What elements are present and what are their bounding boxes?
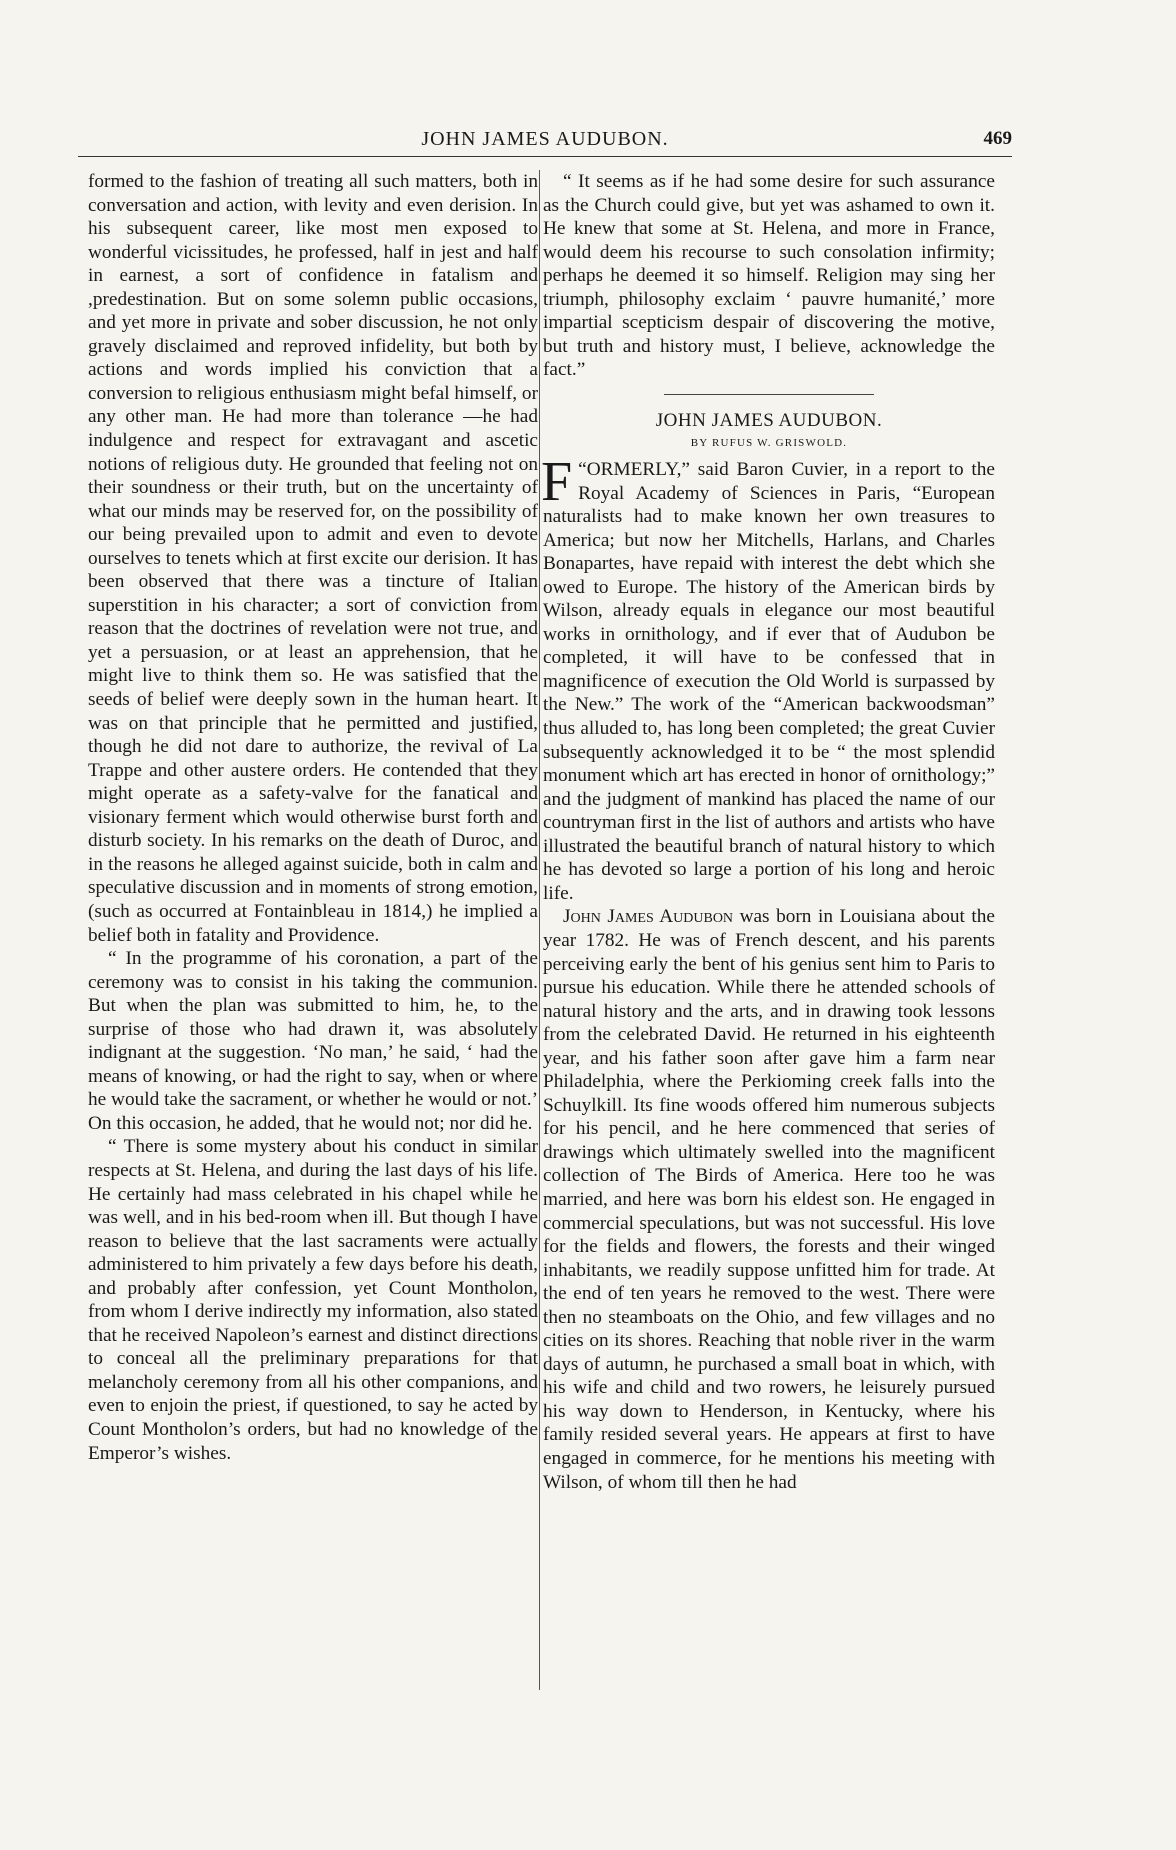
- left-paragraph-3: “ There is some mystery about his conduct in similar respects at St. Helena, and during the last days of his life. He certainly had mass celebrated in his chapel while he was well, and in his bed-room when ill. But though I have reason to believe that the last sacraments were actually administered to him privately a few days before his death, and probably after confession, yet Count Montholon, from whom I derive indirectly my information, also stated that he received Napoleon’s earnest and distinct directions to conceal all the preliminary preparations for that melancholy ceremony from all his other companions, and even to enjoin the priest, if questioned, to say he acted by Count Montholon’s orders, but had no knowledge of the Emperor’s wishes.: [88, 1136, 538, 1464]
- column-divider: [539, 170, 540, 1690]
- opening-paragraph-text: ORMERLY,” said Baron Cuvier, in a report to the Royal Academy of Sciences in Paris, “European naturalists had to make known her own treasures to America; but now her Mitchells, Harlans, and Charles Bonapartes, have repaid with interest the debt which she owed to Europe. The history of the American birds by Wilson, already equals in elegance our most beautiful works in ornithology, and if ever that of Audubon be completed, it will have to be confessed that in magnificence of execution the Old World is surpassed by the New.” The work of the “American backwoodsman” thus alluded to, has long been completed; the great Cuvier subsequently acknowledged it to be “ the most splendid monument which art has erected in honor of ornithology;” and the judgment of mankind has placed the name of our countryman first in the list of authors and artists who have illustrated the beautiful branch of natural history to which he has devoted so large a portion of his long and heroic life.: [543, 459, 995, 904]
- article-title: JOHN JAMES AUDUBON.: [655, 409, 883, 431]
- opening-quote-mark: “: [578, 459, 587, 481]
- left-column: [88, 170, 538, 1465]
- article-byline: BY RUFUS W. GRISWOLD.: [690, 437, 848, 450]
- right-quote-paragraph: “ It seems as if he had some desire for such assurance as the Church could give, but yet was ashamed to own it. He knew that some at St. Helena, and more in France, would deem his recourse to such consolation infirmity; perhaps he deemed it so himself. Religion may sing her triumph, philosophy exclaim ‘ pauvre humanité,’ more impartial scepticism despair of discovering the motive, but truth and history must, I believe, acknowledge the fact.”: [543, 171, 995, 381]
- right-column: [543, 170, 995, 1494]
- second-paragraph-text: was born in Louisiana about the year 1782. He was of French descent, and his parents perceiving early the bent of his genius sent him to Paris to pursue his education. While there he attended schools of natural history and the arts, and in drawing took lessons from the celebrated David. He returned in his eighteenth year, and his father soon after gave him a farm near Philadelphia, where the Perkioming creek falls into the Schuylkill. Its fine woods offered him numerous subjects for his pencil, and he here commenced that series of drawings which ultimately swelled into the magnificent collection of The Birds of America. Here too he was married, and here was born his eldest son. He engaged in commercial speculations, but was not successful. His love for the fields and flowers, the forests and their winged inhabitants, we readily suppose unfitted him for trade. At the end of ten years he removed to the west. There were then no steamboats on the Ohio, and few villages and no cities on its shores. Reaching that noble river in the warm days of autumn, he purchased a small boat in which, with his wife and child and two rowers, he leisurely pursued his way down to Henderson, in Kentucky, where his family resided several years. He appears at first to have engaged in commerce, for he mentions his meeting with Wilson, of whom till then he had: [543, 906, 995, 1493]
- section-separator: [664, 394, 874, 395]
- left-paragraph-1: formed to the fashion of treating all such matters, both in conversation and action, with levity and even derision. In his subsequent career, like most men exposed to wonderful vicissitudes, he professed, half in jest and half in earnest, a sort of confidence in fatalism and ,predestination. But on some solemn public occasions, and yet more in private and sober discussion, he not only gravely disclaimed and reproved infidelity, but both by actions and words implied his conviction that a conversion to religious enthusiasm might befal himself, or any other man. He had more than tolerance —he had indulgence and respect for extravagant and ascetic notions of religious duty. He grounded that feeling not on their soundness or their truth, but on the uncertainty of what our minds may be reserved for, on the possibility of our being prevailed upon to admit and even to devote ourselves to tenets which at first excite our derision. It has been observed that there was a tincture of Italian superstition in his character; a sort of conviction from reason that the doctrines of revelation were not true, and yet a persuasion, or at least an apprehension, that he might live to think them so. He was satisfied that the seeds of belief were deeply sown in the human heart. It was on that principle that he permitted and justified, though he did not dare to authorize, the revival of La Trappe and other austere orders. He contended that they might operate as a safety-valve for the fanatical and visionary ferment which would otherwise burst forth and disturb society. In his remarks on the death of Duroc, and in the reasons he alleged against suicide, both in calm and speculative discussion and in moments of strong emotion, (such as occurred at Fontainbleau in 1814,) he implied a belief both in fatality and Providence.: [88, 171, 538, 946]
- left-paragraph-2: “ In the programme of his coronation, a part of the ceremony was to consist in his taking the communion. But when the plan was submitted to him, he, to the surprise of those who had drawn it, was absolutely indignant at the suggestion. ‘No man,’ he said, ‘ had the means of knowing, or had the right to say, when or where he would take the sacrament, or whether he would or not.’ On this occasion, he added, that he would not; nor did he.: [88, 948, 538, 1134]
- page-number: 469: [983, 128, 1012, 149]
- subject-name: John James Audubon: [563, 906, 734, 928]
- article-second-paragraph: [543, 905, 995, 1494]
- running-head: [78, 128, 1012, 157]
- drop-cap: F: [541, 451, 573, 514]
- running-title: JOHN JAMES AUDUBON.: [421, 128, 669, 150]
- article-opening-paragraph: [541, 451, 995, 905]
